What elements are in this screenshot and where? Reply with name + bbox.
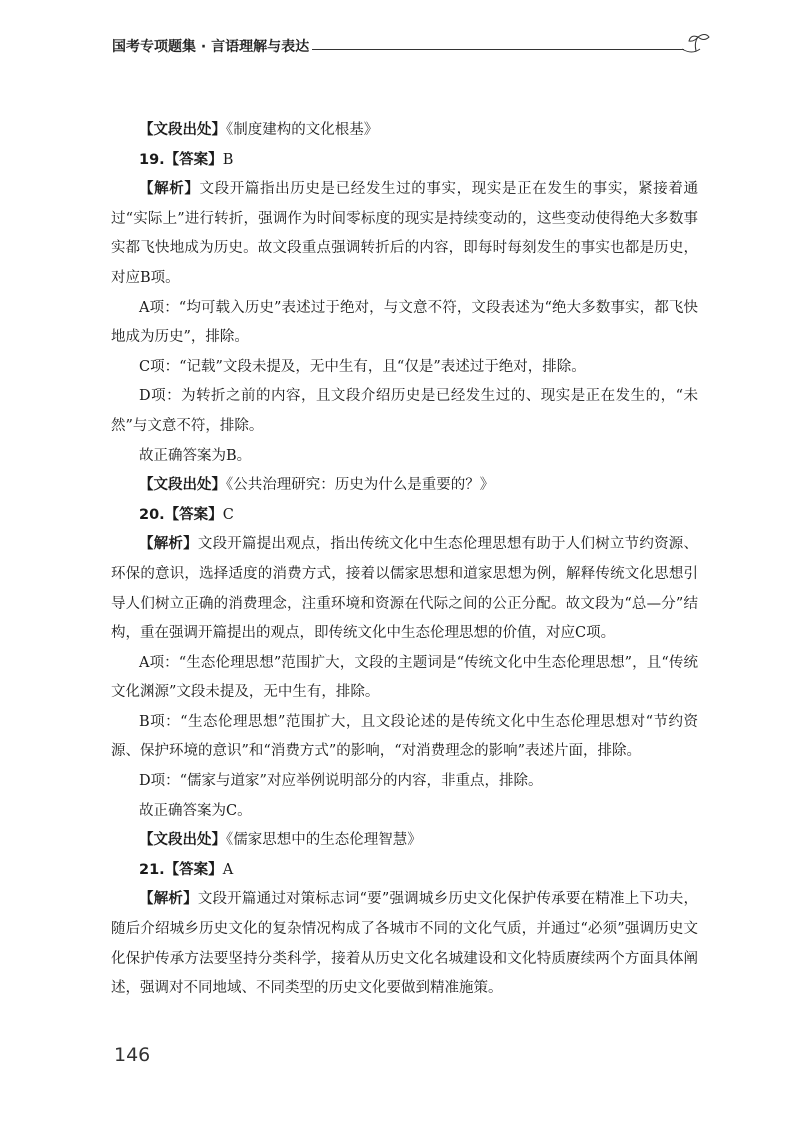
paragraph-text: 文段开篇提出观点，指出传统文化中生态伦理思想有助于人们树立节约资源、环保的意识，选择适度的消费方式，接着以儒家思想和道家思想为例，解释传统文化思想引导人们树立正确的消费理念，注重环境和资源在代际之间的公正分配。故文段为“总—分”结构，重在强调开篇提出的观点，即传统文化中生态伦理思想的价值，对应C项。 (111, 536, 699, 642)
paragraph (111, 442, 698, 472)
paragraph (111, 116, 698, 146)
paragraph (111, 353, 698, 383)
answer-explanations (111, 116, 698, 1004)
paragraph (111, 708, 698, 767)
paragraph-tag: 【解析】 (139, 181, 200, 198)
paragraph (111, 530, 698, 648)
paragraph (111, 649, 698, 708)
paragraph (111, 501, 698, 531)
paragraph (111, 797, 698, 827)
paragraph-text: B (222, 151, 234, 168)
paragraph (111, 856, 698, 886)
paragraph-text: A (222, 861, 234, 878)
paragraph (111, 294, 698, 353)
paragraph (111, 826, 698, 856)
paragraph-text: 故正确答案为C。 (139, 802, 252, 819)
paragraph-tag: 【文段出处】 (139, 832, 226, 849)
paragraph (111, 175, 698, 293)
paragraph-tag: 【解析】 (139, 891, 198, 908)
paragraph-text: C项：“记载”文段未提及，无中生有，且“仅是”表述过于绝对，排除。 (139, 358, 586, 375)
paragraph-tag: 19.【答案】 (139, 151, 223, 168)
running-header (112, 32, 712, 62)
paragraph-tag: 【文段出处】 (139, 477, 226, 494)
paragraph (111, 885, 698, 1003)
paragraph-text: 《公共治理研究：历史为什么是重要的？》 (226, 477, 495, 494)
header-rule (312, 49, 684, 50)
paragraph-tag: 20.【答案】 (139, 506, 223, 523)
paragraph-text: 《儒家思想中的生态伦理智慧》 (226, 832, 422, 849)
paragraph-tag: 【解析】 (139, 536, 198, 553)
paragraph-text: 文段开篇通过对策标志词“要”强调城乡历史文化保护传承要在精准上下功夫，随后介绍城乡历史文化的复杂情况构成了各城市不同的文化气质，并通过“必须”强调历史文化保护传承方法要坚持分类科学，接着从历史文化名城建设和文化特质赓续两个方面具体阐述，强调对不同地域、不同类型的历史文化要做到精准施策。 (111, 891, 698, 997)
paragraph-text: B项：“生态伦理思想”范围扩大，且文段论述的是传统文化中生态伦理思想对“节约资源、保护环境的意识”和“消费方式”的影响，“对消费理念的影响”表述片面，排除。 (111, 713, 698, 760)
header-title: 国考专项题集 · 言语理解与表达 (112, 39, 310, 55)
paragraph (111, 382, 698, 441)
paragraph-text: A项：“均可载入历史”表述过于绝对，与文意不符，文段表述为“绝大多数事实，都飞快地成为历史”，排除。 (111, 299, 698, 346)
paragraph (111, 471, 698, 501)
paragraph-text: D项：为转折之前的内容，且文段介绍历史是已经发生过的、现实是正在发生的，“未然”与文意不符，排除。 (111, 388, 698, 434)
paragraph-text: 《制度建构的文化根基》 (226, 122, 379, 138)
paragraph-text: A项：“生态伦理思想”范围扩大，文段的主题词是“传统文化中生态伦理思想”，且“传统文化渊源”文段未提及，无中生有，排除。 (111, 654, 698, 701)
page-number: 146 (114, 1044, 151, 1066)
paragraph-text: 故正确答案为B。 (139, 447, 252, 464)
sprout-icon (678, 32, 714, 58)
paragraph-text: D项：“儒家与道家”对应举例说明部分的内容，非重点，排除。 (139, 773, 543, 790)
paragraph (111, 767, 698, 797)
paragraph-tag: 21.【答案】 (139, 861, 223, 878)
paragraph-text: 文段开篇指出历史是已经发生过的事实，现实是正在发生的事实，紧接着通过“实际上”进行转折，强调作为时间零标度的现实是持续变动的，这些变动使得绝大多数事实都飞快地成为历史。故文段重点强调转折后的内容，即每时每刻发生的事实也都是历史，对应B项。 (111, 181, 698, 286)
paragraph-text: C (222, 506, 234, 523)
paragraph (111, 146, 698, 176)
paragraph-tag: 【文段出处】 (139, 122, 226, 138)
